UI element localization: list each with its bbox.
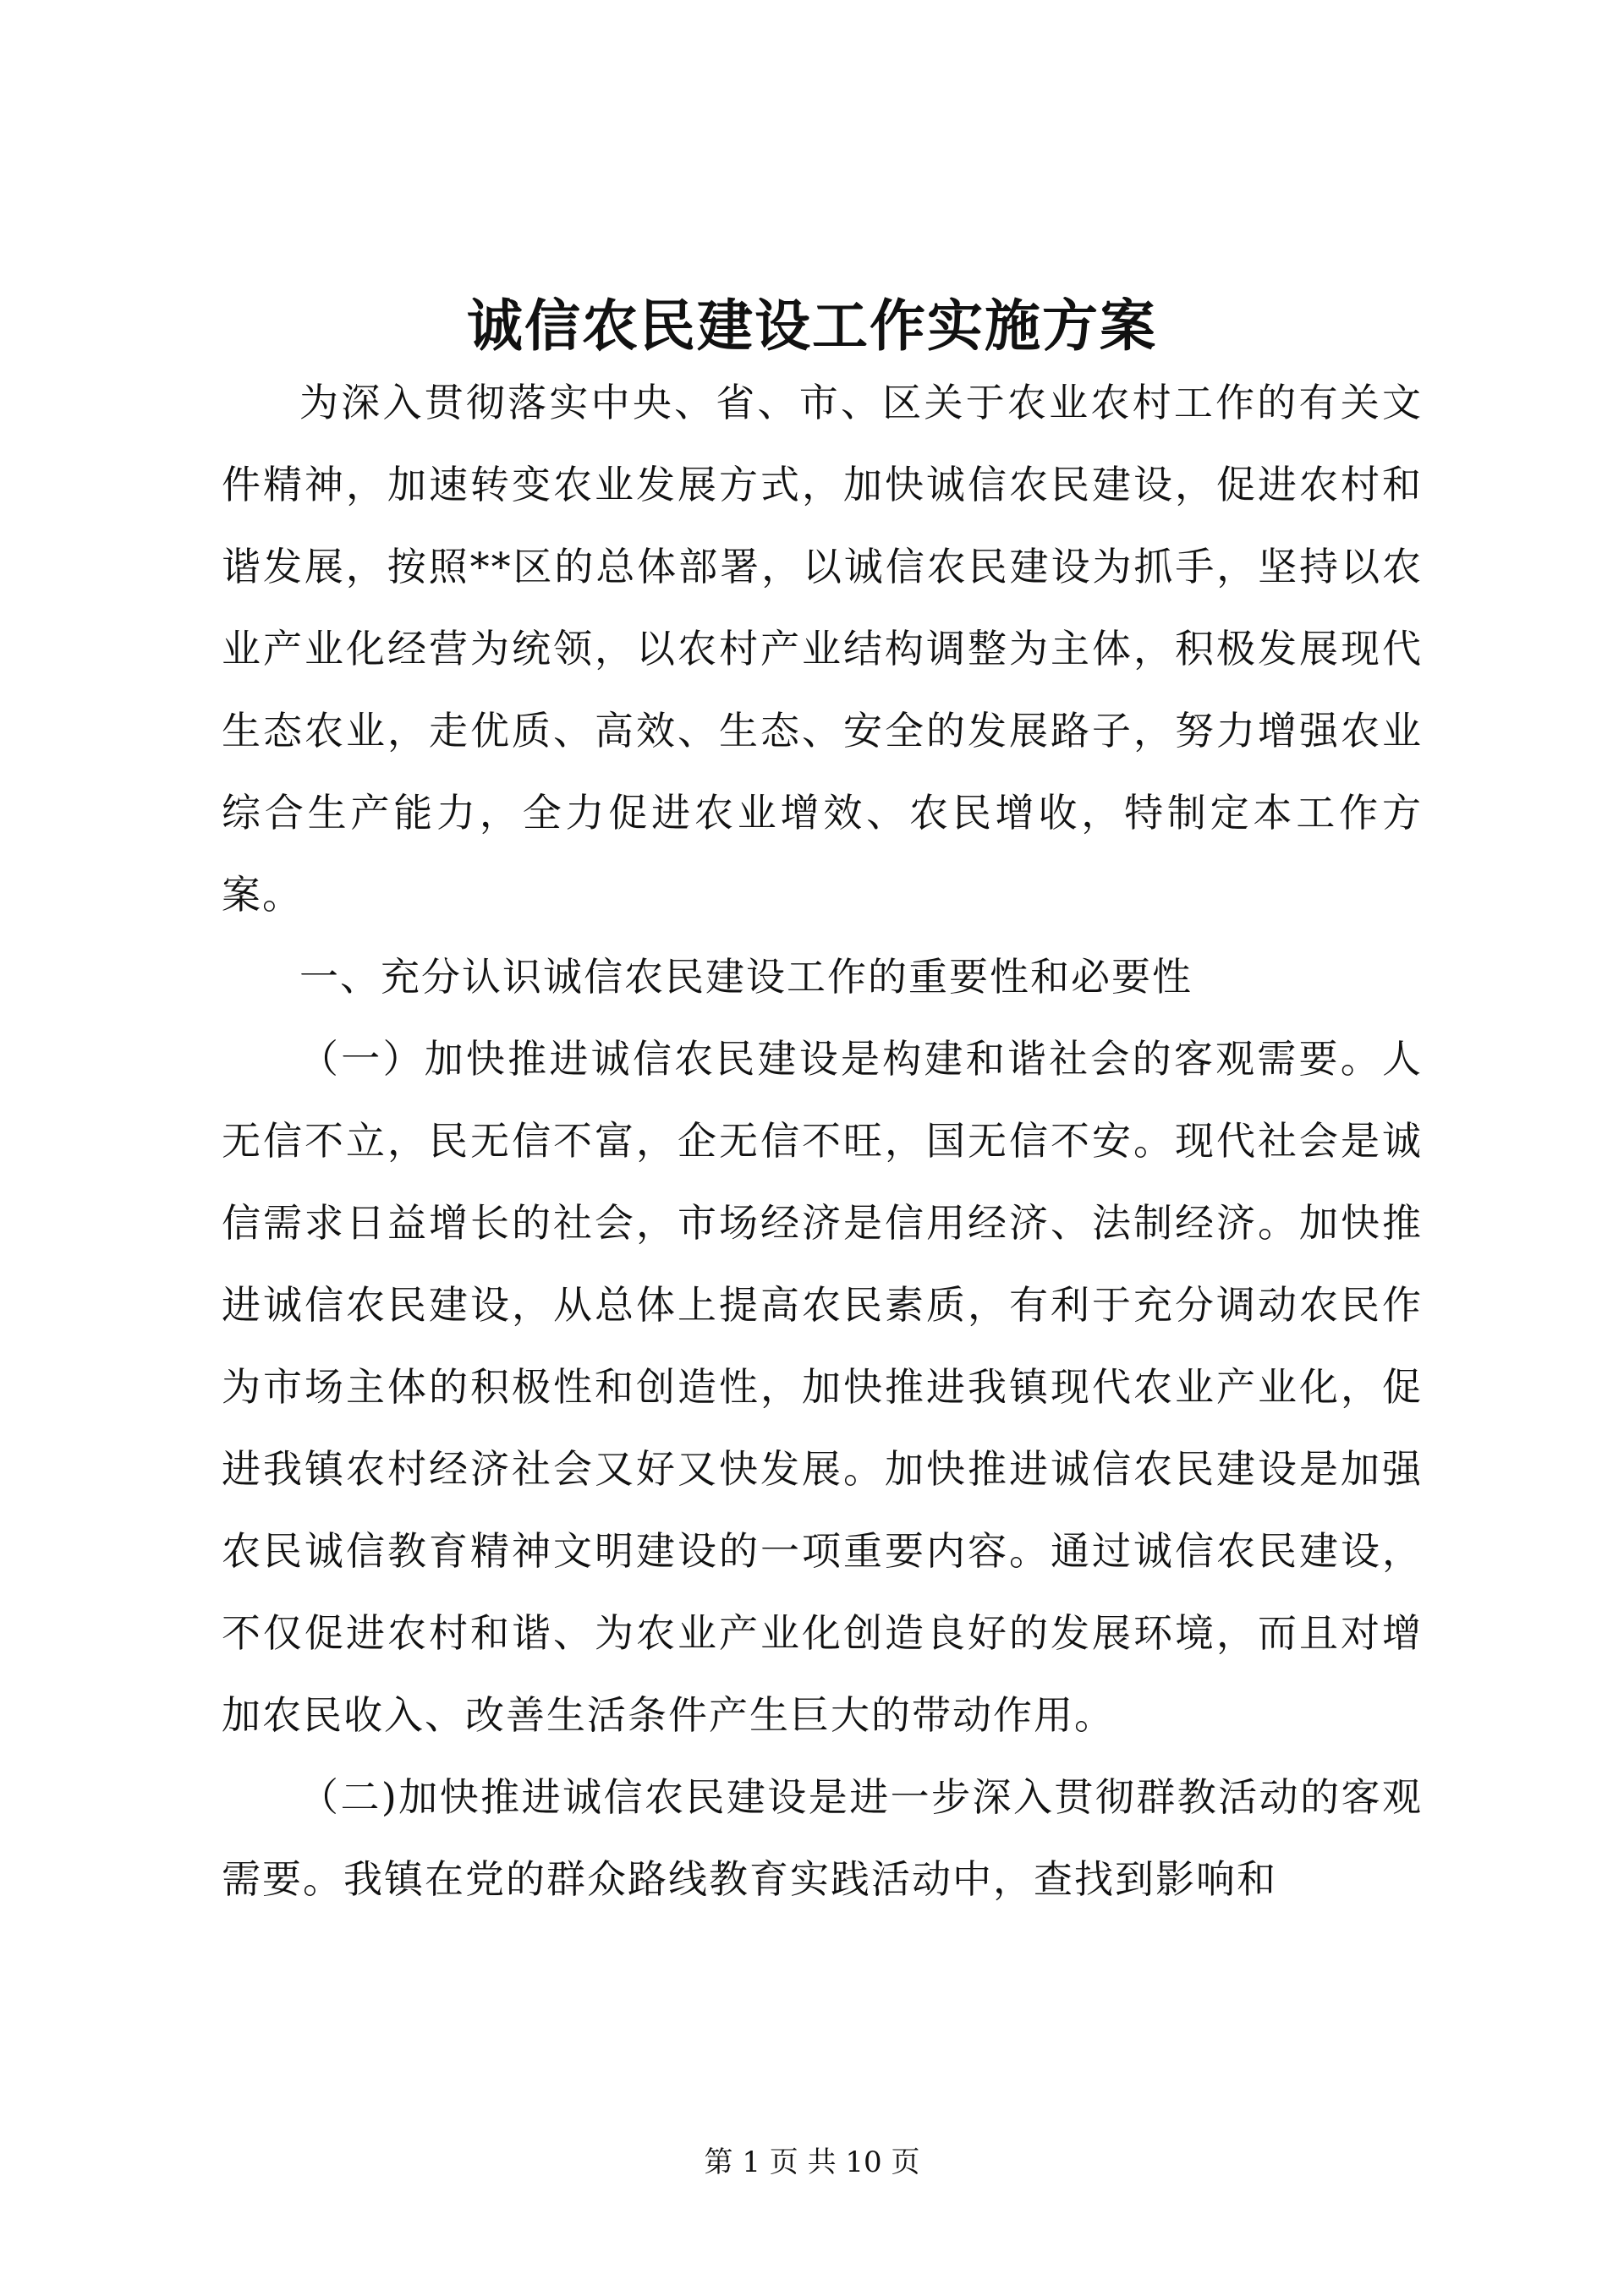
intro-paragraph: 为深入贯彻落实中央、省、市、区关于农业农村工作的有关文件精神，加速转变农业发展方式，加快诚信农民建设，促进农村和谐发展，按照**区的总体部署，以诚信农民建设为抓手，坚持以农业产业化经营为统领，以农村产业结构调整为主体，积极发展现代生态农业，走优质、高效、生态、安全的发展路子，努力增强农业综合生产能力，全力促进农业增效、农民增收，特制定本工作方案。: [222, 380, 1423, 918]
document-title: 诚信农民建设工作实施方案: [467, 293, 1157, 359]
document-body: [222, 362, 1423, 1921]
section-heading-1: 一、充分认识诚信农民建设工作的重要性和必要性: [299, 954, 1193, 1000]
page-number-footer: 第 1 页 共 10 页: [704, 2145, 920, 2179]
subsection-paragraph-2: （二)加快推进诚信农民建设是进一步深入贯彻群教活动的客观需要。我镇在党的群众路线教育实践活动中，查找到影响和: [222, 1774, 1423, 1902]
subsection-paragraph-1: （一）加快推进诚信农民建设是构建和谐社会的客观需要。人无信不立，民无信不富，企无信不旺，国无信不安。现代社会是诚信需求日益增长的社会，市场经济是信用经济、法制经济。加快推进诚信农民建设，从总体上提高农民素质，有利于充分调动农民作为市场主体的积极性和创造性，加快推进我镇现代农业产业化，促进我镇农村经济社会又好又快发展。加快推进诚信农民建设是加强农民诚信教育精神文明建设的一项重要内容。通过诚信农民建设，不仅促进农村和谐、为农业产业化创造良好的发展环境，而且对增加农民收入、改善生活条件产生巨大的带动作用。: [222, 1036, 1423, 1738]
